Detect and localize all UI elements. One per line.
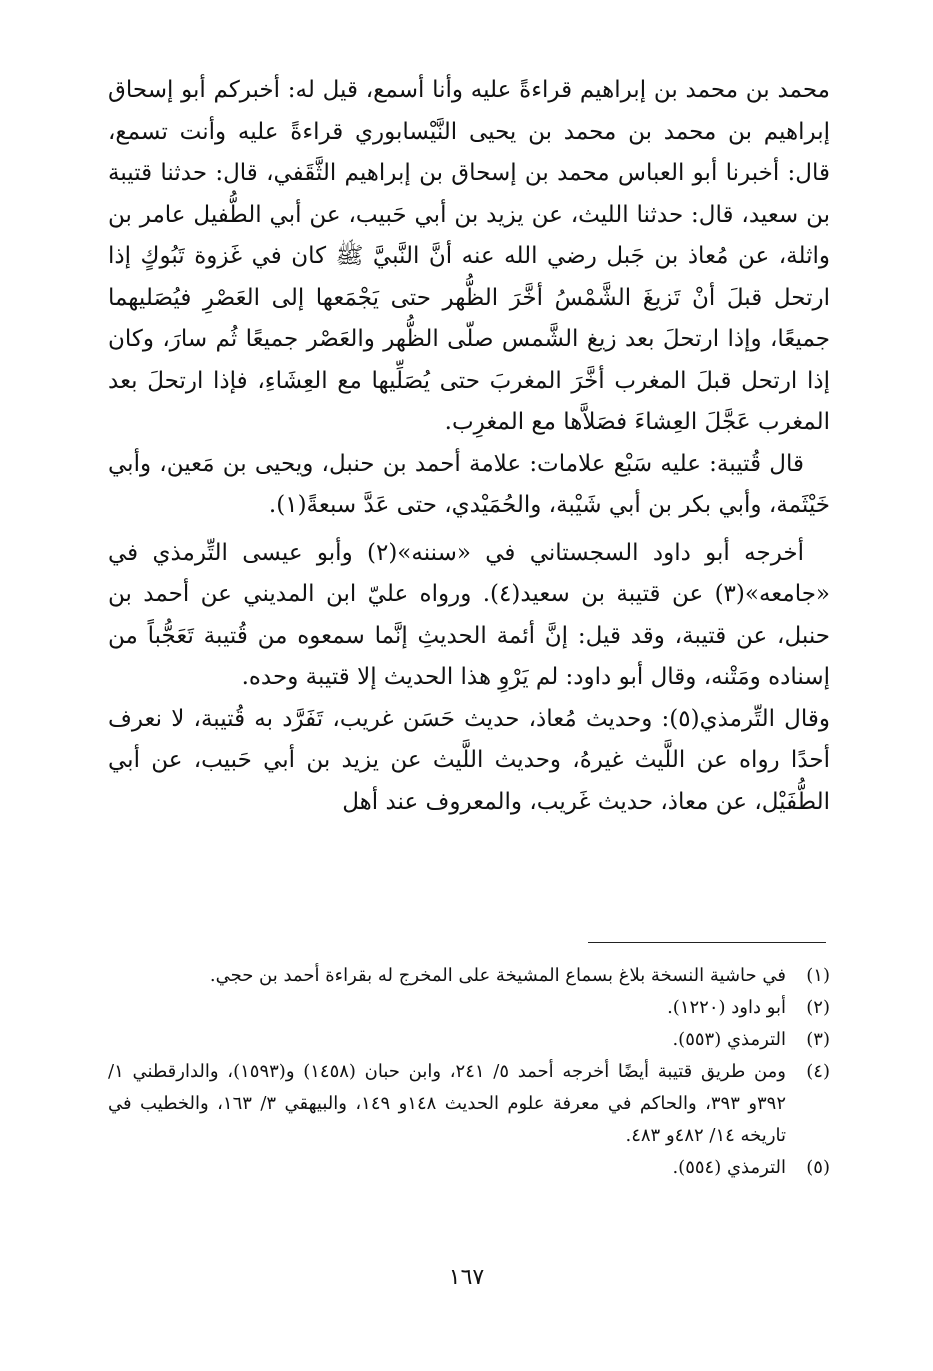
page-number: ١٦٧ (448, 1265, 485, 1290)
footnote-item (108, 960, 830, 992)
footnote-divider (588, 942, 826, 943)
footnote-number: (٥) (806, 1157, 830, 1178)
footnote-text: الترمذي (٥٥٣). (672, 1029, 786, 1050)
main-text-block (108, 70, 830, 823)
footnote-number: (٣) (806, 1029, 830, 1050)
paragraph-hadith-isnad: محمد بن محمد بن إبراهيم قراءةً عليه وأنا أسمع، قيل له: أخبركم أبو إسحاق إبراهيم بن محمد بن محمد بن يحيى النَّيْسابوري قراءةً عليه وأنت تسمع، قال: أخبرنا أبو العباس محمد بن إسحاق بن إبراهيم الثَّقَفي، قال: حدثنا قتيبة بن سعيد، قال: حدثنا الليث، عن يزيد بن أبي حَبيب، عن أبي الطُّفيل عامر بن واثلة، عن مُعاذ بن جَبل رضي الله عنه أنَّ النَّبيَّ ﷺ كان في غَزوة تَبُوكٍ إذا ارتحل قبلَ أنْ تَزيغَ الشَّمْسُ أخَّرَ الظُّهر حتى يَجْمَعها إلى العَصْرِ فيُصَليهما جميعًا، وإذا ارتحلَ بعد زيغ الشَّمس صلّى الظُّهر والعَصْر جميعًا ثُم سارَ، وكان إذا ارتحل قبلَ المغرب أخَّرَ المغربَ حتى يُصَلِّيها مع العِشَاءِ، فإذا ارتحلَ بعد المغرب عَجَّلَ العِشاءَ فصَلاَّها مع المغرِب. (108, 77, 830, 435)
footnote-item (108, 992, 830, 1024)
footnote-text: ومن طريق قتيبة أيضًا أخرجه أحمد ٥/ ٢٤١، وابن حبان (١٤٥٨) و(١٥٩٣)، والدارقطني ١/ ٣٩٢و ٣٩٣، والحاكم في معرفة علوم الحديث ١٤٨و ١٤٩، والبيهقي ٣/ ١٦٣، والخطيب في تاريخه ١٤/ ٤٨٢و ٤٨٣. (108, 1061, 787, 1146)
paragraph-tirmidhi-comment: وقال التِّرمذي(٥): وحديث مُعاذ، حديث حَسَن غريب، تَفَرَّد به قُتيبة، لا نعرف أحدًا رواه عن اللَّيث غيرهُ، وحديث اللَّيث عن يزيد بن أبي حَبيب، عن أبي الطُّفَيْل، عن معاذ، حديث غَريب، والمعروف عند أهل (108, 705, 831, 815)
footnote-text: في حاشية النسخة بلاغ بسماع المشيخة على المخرج له بقراءة أحمد بن حجي. (209, 965, 786, 986)
footnotes-block (108, 960, 830, 1184)
paragraph-takhrij: أخرجه أبو داود السجستاني في «سننه»(٢) وأبو عيسى التِّرمذي في «جامعه»(٣) عن قتيبة بن سعيد(٤). ورواه عليّ ابن المديني عن أحمد بن حنبل، عن قتيبة، وقد قيل: إنَّ أئمة الحديثِ إنَّما سمعوه من قُتيبة تَعَجُّباً من إسناده ومَتْنه، وقال أبو داود: لم يَرْوِ هذا الحديث إلا قتيبة وحده. (108, 539, 830, 690)
footnote-item (108, 1056, 830, 1152)
footnote-number: (١) (806, 965, 830, 986)
footnote-item (108, 1152, 830, 1184)
footnote-item (108, 1024, 830, 1056)
footnote-text: الترمذي (٥٥٤). (672, 1157, 786, 1178)
paragraph-qutayba-remark: قال قُتيبة: عليه سَبْع علامات: علامة أحمد بن حنبل، ويحيى بن مَعين، وأبي خَيْثَمة، وأبي بكر بن أبي شَيْبة، والحُمَيْدي، حتى عَدَّ سبعةً(١). (108, 450, 830, 518)
footnote-number: (٤) (806, 1061, 830, 1082)
footnote-text: أبو داود (١٢٢٠). (667, 997, 786, 1018)
footnote-number: (٢) (806, 997, 830, 1018)
